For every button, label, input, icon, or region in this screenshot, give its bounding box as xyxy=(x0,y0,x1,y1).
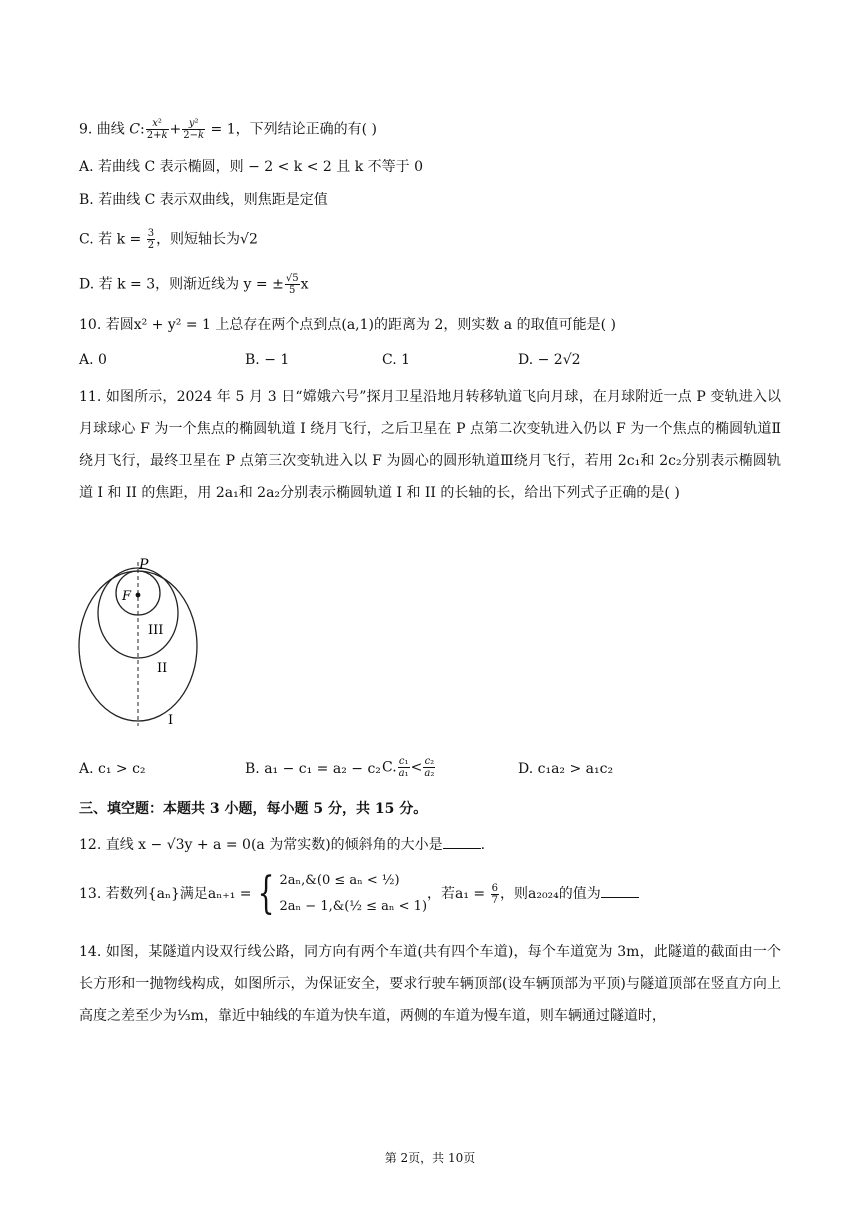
label-orbit3: III xyxy=(148,623,164,638)
q10-option-d: D. − 2√2 xyxy=(518,352,581,368)
q10-stem: 10. 若圆x² + y² = 1 上总存在两个点到点(a,1)的距离为 2，则实数 a 的取值可能是( ) xyxy=(79,317,616,333)
q9-option-b: B. 若曲线 C 表示双曲线，则焦距是定值 xyxy=(79,192,328,208)
q13-answer-blank[interactable] xyxy=(601,883,639,898)
q9-stem-suffix: ，下列结论正确的有( ) xyxy=(235,121,377,138)
q10-option-a: A. 0 xyxy=(79,352,107,368)
q11-stem: 11. 如图所示，2024 年 5 月 3 日“嫦娥六号”探月卫星沿地月转移轨道飞向月球，在月球附近一点 P 变轨进入以月球球心 F 为一个焦点的椭圆轨道 I 绕月飞行，之后卫星在 P 点第二次变轨进入仍以 F 为一个焦点的椭圆轨道Ⅱ绕月飞行，最终卫星在 P 点第三次变轨进入以 F 为圆心的圆形轨道Ⅲ绕月飞行，若用 2c₁和 2c₂分别表示椭圆轨道 I 和 II 的焦距，用 2a₁和 2a₂分别表示椭圆轨道 I 和 II 的长轴的长，给出下列式子正确的是( ) xyxy=(79,389,781,501)
q13-stem: 13. 若数列{aₙ}满足aₙ₊₁ = { 2aₙ,&(0 ≤ aₙ < ½) 2aₙ − 1,&(½ ≤ aₙ < 1) ，若a₁ = $\frac{6}{7}$ ，则a₂₀₂₄的值为 xyxy=(79,864,639,924)
page-footer: 第 2页，共 10页 xyxy=(384,1151,476,1165)
q12-stem: 12. 直线 x − √3y + a = 0(a 为常实数)的倾斜角的大小是 . xyxy=(79,834,485,855)
q13-case-1: 2aₙ,&(0 ≤ aₙ < ½) xyxy=(279,873,400,888)
focus-point xyxy=(136,593,141,598)
q9-option-a: A. 若曲线 C 表示椭圆，则 − 2 < k < 2 且 k 不等于 0 xyxy=(79,159,424,175)
label-orbit2: II xyxy=(157,661,168,676)
q14-stem: 14. 如图，某隧道内设双行线公路，同方向有两个车道(共有四个车道)，每个车道宽为 3m，此隧道的截面由一个长方形和一抛物线构成，如图所示，为保证安全，要求行驶车辆顶部(设车辆顶部为平顶)与隧道顶部在竖直方向上高度之差至少为⅓m，靠近中轴线的车道为快车道，两侧的车道为慢车道，则车辆通过隧道时， xyxy=(79,944,781,1024)
q11-option-c: C. $\frac{\text{c₁}}{\text{a₁}}$ < $\frac{\text{c₂}}{\text{a₂}}$ xyxy=(382,756,435,779)
q9-stem: 9. 曲线 C: $\frac{\text{x²}}{2+k}$ + $\frac{\text{y²}}{2-k}$ = 1，下列结论正确的有( ) xyxy=(79,118,377,141)
section-3-heading: 三、填空题：本题共 3 小题，每小题 5 分，共 15 分。 xyxy=(79,801,428,817)
q11-option-a: A. c₁ > c₂ xyxy=(79,761,146,777)
q13-case-2: 2aₙ − 1,&(½ ≤ aₙ < 1) xyxy=(279,899,428,914)
q9-stem-prefix: 9. 曲线 xyxy=(79,121,125,138)
q10-option-b: B. − 1 xyxy=(245,352,290,368)
q9-option-d: D. 若 k = 3，则渐近线为 y = ± $\frac{√5}{5}$ x xyxy=(79,273,309,296)
label-orbit1: I xyxy=(168,713,174,728)
label-p: P xyxy=(139,557,149,573)
q11-option-d: D. c₁a₂ > a₁c₂ xyxy=(518,761,614,777)
q9-option-c: C. 若 k = $\frac{3}{2}$ ，则短轴长为√2 xyxy=(79,228,258,251)
q12-answer-blank[interactable] xyxy=(443,834,481,849)
orbit-figure xyxy=(75,552,210,732)
q11-option-b: B. a₁ − c₁ = a₂ − c₂ xyxy=(245,761,381,777)
q10-option-c: C. 1 xyxy=(382,352,411,368)
label-f: F xyxy=(122,589,132,604)
